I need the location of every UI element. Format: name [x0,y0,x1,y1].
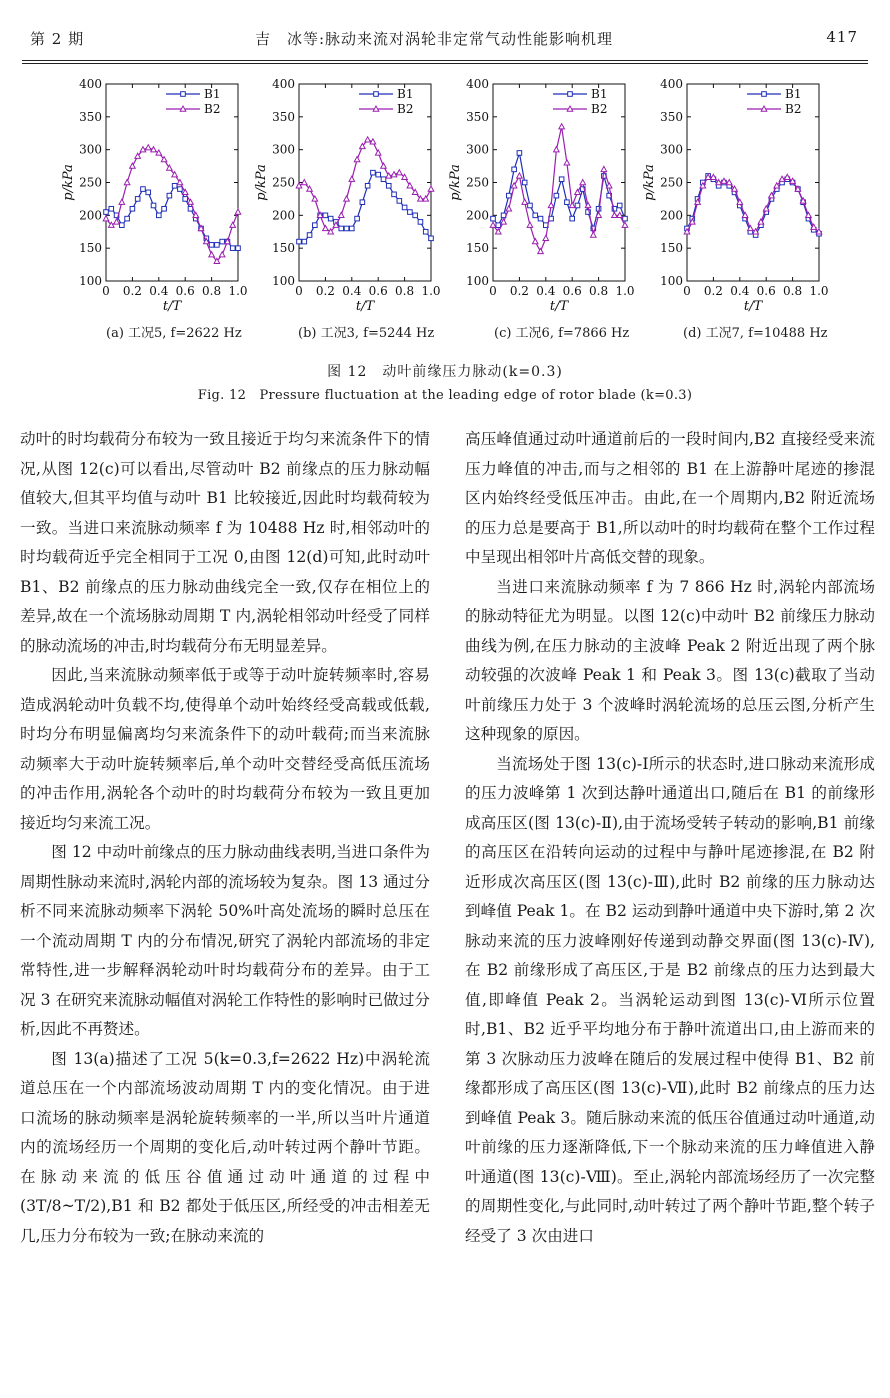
y-tick-label: 250 [660,175,683,190]
data-point [538,248,544,253]
data-point [375,150,381,155]
chart-c-svg [445,72,640,322]
data-point [156,150,162,155]
x-tick-label: 0 [489,284,497,298]
data-point [338,212,344,217]
data-point [344,196,350,201]
data-point [564,160,570,165]
data-point [119,199,125,204]
y-tick-label: 300 [272,142,295,157]
y-tick-label: 200 [79,208,102,223]
data-point [565,200,570,205]
y-tick-label: 400 [272,77,295,91]
x-axis-label: t/T [743,299,763,314]
data-point [302,239,307,244]
data-point [313,223,318,228]
data-point [591,232,597,237]
legend-label: B1 [397,87,414,101]
data-point [785,174,791,179]
data-point [130,163,136,168]
data-point [370,139,376,144]
data-point [559,177,564,182]
y-tick-label: 250 [272,175,295,190]
y-tick-label: 100 [466,274,489,288]
x-tick-label: 0.8 [589,284,609,298]
data-point [215,243,220,248]
x-tick-label: 0.8 [202,284,222,298]
y-tick-label: 100 [79,274,102,288]
legend-label: B1 [591,87,608,101]
data-point [307,233,312,238]
x-axis-label: t/T [162,299,182,314]
data-point [376,172,381,177]
data-point [711,174,717,179]
x-tick-label: 0.2 [509,284,529,298]
data-point [512,167,517,172]
data-point [511,183,517,188]
data-point [726,180,732,185]
x-tick-label: 1.0 [809,284,829,298]
data-point [428,186,434,191]
data-point [790,178,796,183]
series-line-b1 [299,173,431,242]
data-point [312,196,318,201]
data-point [392,192,397,197]
data-point [178,187,183,192]
legend-marker [181,92,186,97]
data-point [193,212,199,217]
data-point [124,180,130,185]
data-point [157,213,162,218]
legend-marker [568,92,573,97]
x-tick-label: 0.2 [122,284,142,298]
data-point [365,137,371,142]
legend-marker [567,106,573,111]
subfigure-caption-c: (c) 工况6, f=7866 Hz [494,326,630,341]
chart-d-svg [639,72,834,322]
data-point [183,197,188,202]
running-head-title: 吉 冰等:脉动来流对涡轮非定常气动性能影响机理 [255,30,614,48]
data-point [622,222,628,227]
body-right-column [465,425,875,1251]
y-tick-label: 150 [272,241,295,256]
x-tick-label: 1.0 [421,284,441,298]
y-tick-label: 400 [79,77,102,91]
y-tick-label: 350 [272,109,295,124]
chart-d [639,72,834,322]
data-point [220,239,225,244]
legend-label: B1 [785,87,802,101]
data-point [386,183,391,188]
data-point [381,177,386,182]
chart-c [445,72,640,322]
data-point [538,216,543,221]
data-point [109,206,114,211]
y-tick-label: 150 [660,241,683,256]
data-point [104,210,109,215]
legend-label: B2 [204,102,221,116]
data-point [569,202,575,207]
x-tick-label: 0.2 [703,284,723,298]
data-point [753,229,759,234]
data-point [130,206,135,211]
data-point [580,180,586,185]
running-head-issue: 第 2 期 [30,30,85,48]
data-point [365,183,370,188]
data-point [381,163,387,168]
y-tick-label: 300 [79,142,102,157]
paragraph: 动叶的时均载荷分布较为一致且接近于均匀来流条件下的情况,从图 12(c)可以看出,尽管动叶 B2 前缘点的压力脉动幅值较大,但其平均值与动叶 B1 比较接近,因此时均载荷较为一致。当进口来流脉动频率 f 为 10488 Hz 时,相邻动叶的时均载荷近乎完全相同于工况 0,由图 12(d)可知,此时动叶 B1、B2 前缘点的压力脉动曲线完全一致,仅存在相位上的差异,故在一个流场脉动周期 T 内,涡轮相邻动叶经受了同样的脉动流场的冲击,时均载荷分布无明显差异。 [20,430,430,655]
data-point [328,216,333,221]
x-tick-label: 0.2 [315,284,335,298]
data-point [527,222,533,227]
subfigure-caption-d: (d) 工况7, f=10488 Hz [683,326,828,341]
y-tick-label: 200 [272,208,295,223]
data-point [209,243,214,248]
data-point [323,213,328,218]
x-tick-label: 0.4 [342,284,362,298]
data-point [533,213,538,218]
data-point [188,199,194,204]
data-point [402,205,407,210]
chart-b-svg [251,72,446,322]
x-tick-label: 0.6 [562,284,582,298]
paragraph: 当进口来流脉动频率 f 为 7 866 Hz 时,涡轮内部流场的脉动特征尤为明显。以图 12(c)中动叶 B2 前缘压力脉动曲线为例,在压力脉动的主波峰 Peak 2 附近出现了两个脉动较强的次波峰 Peak 1 和 Peak 3。图 13(c)截取了当动叶前缘压力处于 3 个波峰时涡轮流场的总压云图,分析产生这种现象的原因。 [465,577,875,743]
y-tick-label: 300 [660,142,683,157]
legend-marker [374,92,379,97]
paragraph: 图 13(a)描述了工况 5(k=0.3,f=2622 Hz)中涡轮流道总压在一个内部流场波动周期 T 内的变化情况。由于进口流场的脉动频率是涡轮旋转频率的一半,所以当叶片通道内的流场经历一个周期的变化后,动叶转过两个静叶节距。在脉动来流的低压谷值通过动叶通道的过程中(3T/8~T/2),B1 和 B2 都处于低压区,所经受的冲击相差无几,压力分布较为一致;在脉动来流的 [20,1049,430,1245]
data-point [141,187,146,192]
figure-caption-english: Fig. 12 Pressure fluctuation at the leading edge of rotor blade (k=0.3) [197,388,693,403]
data-point [209,252,215,257]
data-point [230,222,236,227]
legend-marker [373,106,379,111]
x-tick-label: 1.0 [228,284,248,298]
data-point [554,193,559,198]
data-point [230,246,235,251]
y-tick-label: 150 [466,241,489,256]
paragraph: 当流场处于图 13(c)-Ⅰ所示的状态时,进口脉动来流形成的压力波峰第 1 次到达静叶通道出口,随后在 B1 的前缘形成高压区(图 13(c)-Ⅱ),由于流场受转子转动的影响,B1 前缘的高压区在沿转向运动的过程中与静叶尾迹掺混,在 B2 附近形成次高压区(图 13(c)-Ⅲ),此时 B2 前缘的压力脉动达到峰值 Peak 1。在 B2 运动到静叶通道中央下游时,第 2 次脉动来流的压力波峰刚好传递到动静交界面(图 13(c)-Ⅳ),在 B2 前缘形成了高压区,于是 B2 前缘点的压力达到最大值,即峰值 Peak 2。当涡轮运动到图 13(c)-Ⅵ所示位置时,B1、B2 近乎平均地分布于静叶流道出口,由上游而来的第 3 次脉动压力波峰在随后的发展过程中使得 B1、B2 前缘都形成了高压区(图 13(c)-Ⅶ),此时 B2 前缘点的压力达到峰值 Peak 3。随后脉动来流的低压谷值通过动叶通道,动叶前缘的压力逐渐降低,下一个脉动来流的压力峰值进入静叶通道(图 13(c)-Ⅷ)。至止,涡轮内部流场经历了一次完整的周期性变化,与此同时,动叶转过了两个静叶节距,整个转子经受了 3 次由进口 [465,754,875,1245]
y-tick-label: 400 [660,77,683,91]
y-tick-label: 250 [466,175,489,190]
data-point [418,220,423,225]
x-tick-label: 0.8 [395,284,415,298]
y-axis-label: p/kPa [448,164,463,201]
y-axis-label: p/kPa [61,164,76,201]
data-point [522,180,527,185]
x-tick-label: 0.6 [756,284,776,298]
legend-label: B2 [397,102,414,116]
data-point [522,199,528,204]
y-axis-label: p/kPa [254,164,269,201]
x-axis-label: t/T [355,299,375,314]
data-point [517,173,523,178]
legend-marker [180,106,186,111]
data-point [423,196,429,201]
data-point [769,193,775,198]
data-point [350,226,355,231]
y-tick-label: 350 [466,109,489,124]
y-tick-label: 100 [660,274,683,288]
data-point [349,176,355,181]
data-point [360,200,365,205]
data-point [575,189,581,194]
data-point [162,206,167,211]
legend-marker [762,92,767,97]
x-tick-label: 0 [295,284,303,298]
x-tick-label: 0 [102,284,110,298]
paragraph: 图 12 中动叶前缘点的压力脉动曲线表明,当进口条件为周期性脉动来流时,涡轮内部的流场较为复杂。图 13 通过分析不同来流脉动频率下涡轮 50%叶高处流场的瞬时总压在一个流动周期 T 内的分布情况,研究了涡轮内部流场的非定常特性,进一步解释涡轮动叶时均载荷分布的差异。由于工况 3 在研究来流脉动幅值对涡轮工作特性的影响时已做过分析,因此不再赘述。 [20,843,430,1038]
y-tick-label: 100 [272,274,295,288]
data-point [575,203,580,208]
paragraph: 因此,当来流脉动频率低于或等于动叶旋转频率时,容易造成涡轮动叶负载不均,使得单个动叶始终经受高载或低载,时均分布明显偏离均匀来流条件下的动叶载荷;而当来流脉动频率大于动叶旋转频率后,单个动叶交替经受高低压流场的冲击作用,涡轮各个动叶的时均载荷分布较为一致且更加接近均匀来流工况。 [20,666,430,832]
data-point [623,216,628,221]
data-point [721,178,727,183]
data-point [612,212,618,217]
data-point [391,172,397,177]
legend-label: B2 [785,102,802,116]
y-tick-label: 350 [660,109,683,124]
y-tick-label: 300 [466,142,489,157]
y-tick-label: 150 [79,241,102,256]
chart-a-svg [58,72,253,322]
data-point [496,223,501,228]
data-point [339,226,344,231]
header-rule [22,60,868,64]
data-point [167,193,172,198]
figure-caption-chinese: 图 12 动叶前缘压力脉动(k=0.3) [327,364,563,380]
data-point [296,183,302,188]
y-axis-label: p/kPa [642,164,657,201]
subfigure-caption-b: (b) 工况3, f=5244 Hz [298,326,435,341]
data-point [617,212,623,217]
data-point [172,183,177,188]
data-point [554,147,560,152]
legend-marker [761,106,767,111]
data-point [596,212,602,217]
data-point [601,166,607,171]
paragraph: 高压峰值通过动叶通道前后的一段时间内,B2 直接经受来流压力峰值的冲击,而与之相邻的 B1 在上游静叶尾迹的掺混区内始终经受低压冲击。由此,在一个周期内,B2 附近流场的压力总是要高于 B1,所以动叶的时均载荷在整个工作过程中呈现出相邻叶片高低交替的现象。 [465,430,875,566]
x-tick-label: 0.4 [730,284,750,298]
data-point [344,226,349,231]
body-left-column [20,425,430,1251]
data-point [423,229,428,234]
data-point [528,203,533,208]
data-point [617,203,622,208]
x-tick-label: 0.8 [783,284,803,298]
chart-b [251,72,446,322]
data-point [543,235,549,240]
y-tick-label: 350 [79,109,102,124]
data-point [323,225,329,230]
data-point [120,223,125,228]
x-tick-label: 0.4 [149,284,169,298]
y-tick-label: 200 [466,208,489,223]
data-point [151,147,157,152]
data-point [235,209,241,214]
y-tick-label: 200 [660,208,683,223]
data-point [413,213,418,218]
data-point [397,170,403,175]
data-point [301,180,307,185]
chart-a [58,72,253,322]
series-line-b1 [687,176,819,235]
data-point [779,176,785,181]
data-point [570,216,575,221]
data-point [506,206,512,211]
data-point [507,193,512,198]
data-point [355,216,360,221]
legend-label: B2 [591,102,608,116]
data-point [397,199,402,204]
y-tick-label: 250 [79,175,102,190]
data-point [103,216,109,221]
data-point [140,147,146,152]
data-point [219,252,225,257]
data-point [606,183,612,188]
data-point [548,202,554,207]
data-point [354,157,360,162]
data-point [371,170,376,175]
data-point [236,246,241,251]
data-point [297,239,302,244]
x-tick-label: 0.6 [368,284,388,298]
x-axis-label: t/T [549,299,569,314]
data-point [490,222,496,227]
data-point [146,190,151,195]
data-point [145,145,151,150]
data-point [559,124,565,129]
page-number: 417 [826,28,858,46]
subfigure-caption-a: (a) 工况5, f=2622 Hz [106,326,242,341]
data-point [182,189,188,194]
x-tick-label: 0 [683,284,691,298]
data-point [517,151,522,156]
data-point [429,236,434,241]
data-point [532,239,538,244]
series-line-b2 [687,177,819,232]
legend-label: B1 [204,87,221,101]
y-tick-label: 400 [466,77,489,91]
data-point [491,216,496,221]
x-tick-label: 0.6 [175,284,195,298]
x-tick-label: 1.0 [615,284,635,298]
data-point [125,216,130,221]
data-point [151,203,156,208]
data-point [135,197,140,202]
data-point [386,173,392,178]
data-point [408,210,413,215]
x-tick-label: 0.4 [536,284,556,298]
